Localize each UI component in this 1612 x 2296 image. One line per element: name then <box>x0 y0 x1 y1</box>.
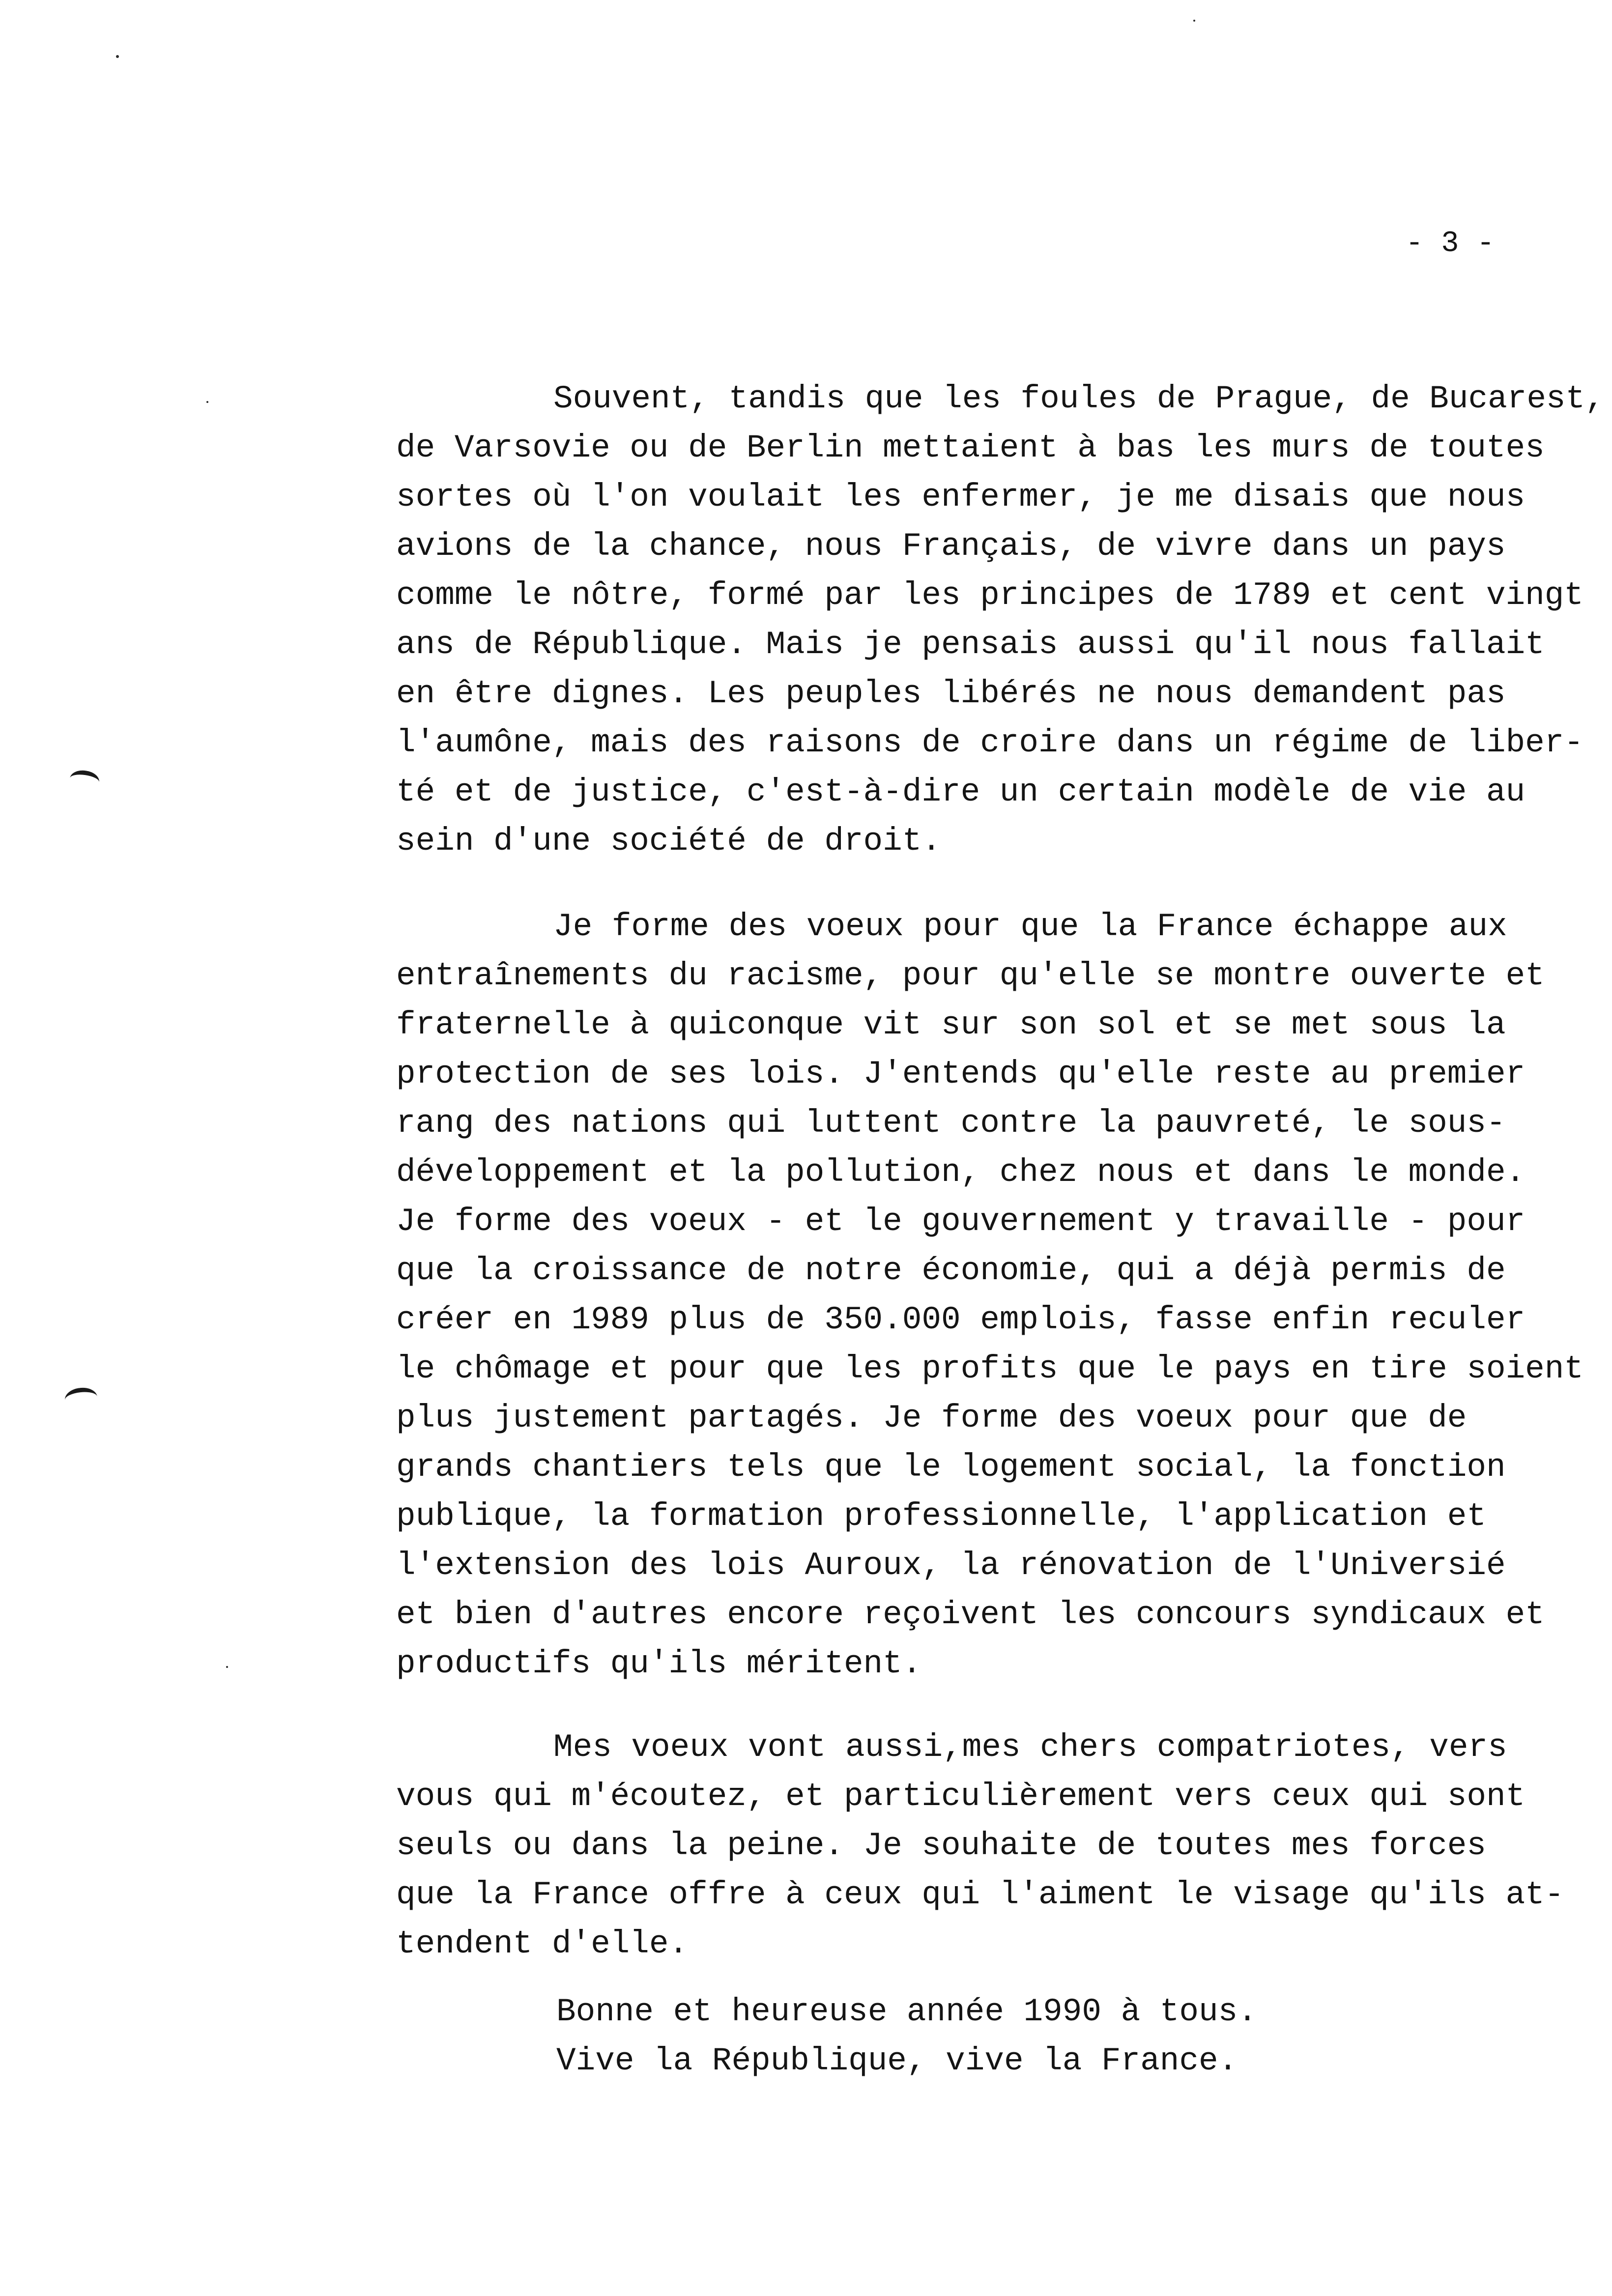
text-line: plus justement partagés. Je forme des voeux pour que de <box>396 1400 1467 1436</box>
text-line: avions de la chance, nous Français, de vivre dans un pays <box>396 528 1506 565</box>
punch-hole-mark <box>64 1386 98 1411</box>
closing-line: Bonne et heureuse année 1990 à tous. <box>556 1993 1257 2030</box>
text-line: publique, la formation professionnelle, l'application et <box>396 1498 1486 1535</box>
text-line: de Varsovie ou de Berlin mettaient à bas les murs de toutes <box>396 430 1545 466</box>
text-line: en être dignes. Les peuples libérés ne nous demandent pas <box>396 675 1506 712</box>
text-line: té et de justice, c'est-à-dire un certain modèle de vie au <box>396 774 1526 810</box>
text-line: entraînements du racisme, pour qu'elle se montre ouverte et <box>396 957 1545 994</box>
paragraph-2 <box>396 902 1612 1689</box>
text-line: protection de ses lois. J'entends qu'elle reste au premier <box>396 1056 1526 1092</box>
scan-speck <box>206 401 208 403</box>
text-line: Je forme des voeux pour que la France échappe aux <box>553 908 1507 945</box>
text-line: créer en 1989 plus de 350.000 emplois, fasse enfin reculer <box>396 1301 1526 1338</box>
text-line: Je forme des voeux - et le gouvernement y travaille - pour <box>396 1203 1526 1240</box>
text-line: le chômage et pour que les profits que le pays en tire soient <box>396 1350 1583 1387</box>
text-line: Mes voeux vont aussi,mes chers compatriotes, vers <box>553 1729 1507 1766</box>
paragraph-1 <box>396 374 1612 866</box>
text-line: et bien d'autres encore reçoivent les concours syndicaux et <box>396 1596 1545 1633</box>
scan-speck <box>226 1666 228 1668</box>
text-line: que la France offre à ceux qui l'aiment le visage qu'ils at- <box>396 1876 1564 1913</box>
text-line: que la croissance de notre économie, qui a déjà permis de <box>396 1252 1506 1289</box>
closing-line: Vive la République, vive la France. <box>556 2042 1238 2079</box>
closing-block <box>556 1987 1257 2086</box>
text-line: comme le nôtre, formé par les principes de 1789 et cent vingt <box>396 577 1583 614</box>
text-line: ans de République. Mais je pensais aussi qu'il nous fallait <box>396 626 1545 663</box>
scan-speck <box>1193 20 1195 22</box>
text-line: vous qui m'écoutez, et particulièrement vers ceux qui sont <box>396 1778 1526 1815</box>
text-line: Souvent, tandis que les foules de Prague, de Bucarest, <box>553 380 1605 417</box>
text-line: l'extension des lois Auroux, la rénovation de l'Universié <box>396 1547 1506 1584</box>
punch-hole-mark <box>69 769 101 792</box>
text-line: fraternelle à quiconque vit sur son sol et se met sous la <box>396 1006 1506 1043</box>
text-line: seuls ou dans la peine. Je souhaite de toutes mes forces <box>396 1827 1486 1864</box>
text-line: sortes où l'on voulait les enfermer, je me disais que nous <box>396 479 1526 516</box>
scan-speck <box>116 55 119 58</box>
text-line: rang des nations qui luttent contre la pauvreté, le sous- <box>396 1105 1506 1142</box>
text-line: sein d'une société de droit. <box>396 823 941 860</box>
paragraph-3 <box>396 1723 1612 1969</box>
text-line: l'aumône, mais des raisons de croire dans un régime de liber- <box>396 724 1583 761</box>
text-line: développement et la pollution, chez nous et dans le monde. <box>396 1154 1526 1191</box>
text-line: grands chantiers tels que le logement social, la fonction <box>396 1449 1506 1486</box>
page-number: - 3 - <box>1406 227 1495 260</box>
text-line: tendent d'elle. <box>396 1925 689 1962</box>
text-line: productifs qu'ils méritent. <box>396 1645 922 1682</box>
